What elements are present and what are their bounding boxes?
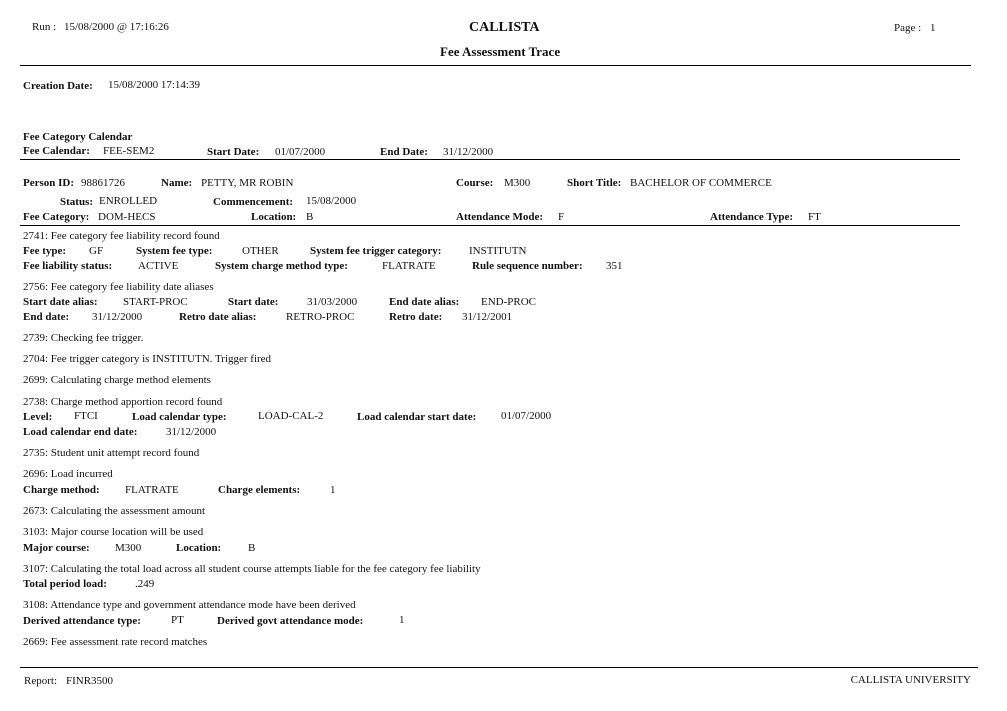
creation-date-label: Creation Date: <box>23 80 93 92</box>
trace-message: 2735: Student unit attempt record found <box>23 447 200 459</box>
person-id-value: 98861726 <box>81 177 125 189</box>
attendance-mode-label: Attendance Mode: <box>456 211 544 223</box>
short-title-value: BACHELOR OF COMMERCE <box>630 177 772 189</box>
name-label: Name: <box>161 177 193 189</box>
end-alias-value: END-PROC <box>481 296 537 308</box>
end-date-label: End Date: <box>380 146 428 158</box>
calendar-section-title: Fee Category Calendar <box>23 131 133 143</box>
short-title-label: Short Title: <box>567 177 622 189</box>
trace-message: 2738: Charge method apportion record found <box>23 396 223 408</box>
total-period-load-label: Total period load: <box>23 578 107 590</box>
fee-calendar-value: FEE-SEM2 <box>103 145 155 157</box>
commencement-value: 15/08/2000 <box>306 195 357 207</box>
organisation-name: CALLISTA UNIVERSITY <box>850 674 971 686</box>
commencement-label: Commencement: <box>213 196 294 208</box>
report-subtitle: Fee Assessment Trace <box>440 44 561 59</box>
major-location-label: Location: <box>176 542 222 554</box>
report-title: CALLISTA <box>469 20 540 35</box>
end-date-trace-value: 31/12/2000 <box>92 311 143 323</box>
course-label: Course: <box>456 177 494 189</box>
run-label: Run : <box>32 21 57 33</box>
major-course-label: Major course: <box>23 542 90 554</box>
location-label: Location: <box>251 211 297 223</box>
system-trigger-label: System fee trigger category: <box>310 245 442 257</box>
start-date-trace-label: Start date: <box>228 296 279 308</box>
retro-date-value: 31/12/2001 <box>462 311 513 323</box>
end-alias-label: End date alias: <box>389 296 460 308</box>
trace-message: 2669: Fee assessment rate record matches <box>23 636 208 648</box>
load-calendar-start-label: Load calendar start date: <box>357 411 477 423</box>
retro-alias-value: RETRO-PROC <box>286 311 355 323</box>
rule-sequence-value: 351 <box>606 260 623 272</box>
load-calendar-end-label: Load calendar end date: <box>23 426 138 438</box>
creation-date-value: 15/08/2000 17:14:39 <box>108 79 200 91</box>
derived-govt-mode-value: 1 <box>399 614 405 626</box>
level-value: FTCI <box>74 410 98 422</box>
attendance-type-value: FT <box>808 211 821 223</box>
derived-attendance-type-label: Derived attendance type: <box>23 615 141 627</box>
rule-sequence-label: Rule sequence number: <box>472 260 583 272</box>
retro-date-label: Retro date: <box>389 311 443 323</box>
name-value: PETTY, MR ROBIN <box>201 177 294 189</box>
run-value: 15/08/2000 @ 17:16:26 <box>64 21 169 33</box>
status-value: ENROLLED <box>99 195 158 207</box>
trace-message: 2673: Calculating the assessment amount <box>23 505 206 517</box>
end-date-value: 31/12/2000 <box>443 146 494 158</box>
start-alias-value: START-PROC <box>123 296 188 308</box>
report-code: FINR3500 <box>66 675 114 687</box>
trace-message: 2699: Calculating charge method elements <box>23 374 211 386</box>
person-id-label: Person ID: <box>23 177 75 189</box>
fee-category-label: Fee Category: <box>23 211 90 223</box>
trace-message: 2704: Fee trigger category is INSTITUTN. Trigger fired <box>23 353 272 365</box>
status-label: Status: <box>60 196 94 208</box>
report-label: Report: <box>24 675 57 687</box>
charge-elements-value: 1 <box>330 484 336 496</box>
load-calendar-end-value: 31/12/2000 <box>166 426 217 438</box>
attendance-mode-value: F <box>558 211 565 223</box>
trace-message: 3103: Major course location will be used <box>23 526 204 538</box>
fee-category-value: DOM-HECS <box>98 211 156 223</box>
attendance-type-label: Attendance Type: <box>710 211 794 223</box>
start-date-trace-value: 31/03/2000 <box>307 296 358 308</box>
load-calendar-type-label: Load calendar type: <box>132 411 227 423</box>
trace-message: 2739: Checking fee trigger. <box>23 332 144 344</box>
derived-govt-mode-label: Derived govt attendance mode: <box>217 615 364 627</box>
start-date-label: Start Date: <box>207 146 260 158</box>
start-date-value: 01/07/2000 <box>275 146 326 158</box>
system-fee-type-label: System fee type: <box>136 245 213 257</box>
location-value: B <box>306 211 314 223</box>
load-calendar-type-value: LOAD-CAL-2 <box>258 410 324 422</box>
start-alias-label: Start date alias: <box>23 296 98 308</box>
trace-message: 3107: Calculating the total load across all student course attempts liable for the fee category fee liability <box>23 563 481 575</box>
system-trigger-value: INSTITUTN <box>469 245 527 257</box>
page-label: Page : <box>894 22 922 34</box>
charge-elements-label: Charge elements: <box>218 484 301 496</box>
fee-calendar-label: Fee Calendar: <box>23 145 90 157</box>
system-charge-method-label: System charge method type: <box>215 260 348 272</box>
course-value: M300 <box>504 177 531 189</box>
retro-alias-label: Retro date alias: <box>179 311 257 323</box>
system-charge-method-value: FLATRATE <box>382 260 436 272</box>
trace-message: 2741: Fee category fee liability record found <box>23 230 220 242</box>
total-period-load-value: .249 <box>135 578 155 590</box>
derived-attendance-type-value: PT <box>171 614 184 626</box>
page-number: 1 <box>930 22 936 34</box>
level-label: Level: <box>23 411 53 423</box>
calendar-rule <box>20 159 960 160</box>
trace-message: 2696: Load incurred <box>23 468 113 480</box>
fee-type-value: GF <box>89 245 104 257</box>
liability-status-value: ACTIVE <box>138 260 179 272</box>
charge-method-label: Charge method: <box>23 484 100 496</box>
end-date-trace-label: End date: <box>23 311 70 323</box>
person-rule <box>20 225 960 226</box>
major-course-value: M300 <box>115 542 142 554</box>
major-location-value: B <box>248 542 256 554</box>
footer-rule <box>20 667 978 668</box>
system-fee-type-value: OTHER <box>242 245 279 257</box>
trace-message: 3108: Attendance type and government attendance mode have been derived <box>23 599 356 611</box>
header-rule <box>20 65 971 66</box>
load-calendar-start-value: 01/07/2000 <box>501 410 552 422</box>
charge-method-value: FLATRATE <box>125 484 179 496</box>
fee-type-label: Fee type: <box>23 245 67 257</box>
trace-message: 2756: Fee category fee liability date aliases <box>23 281 214 293</box>
liability-status-label: Fee liability status: <box>23 260 113 272</box>
